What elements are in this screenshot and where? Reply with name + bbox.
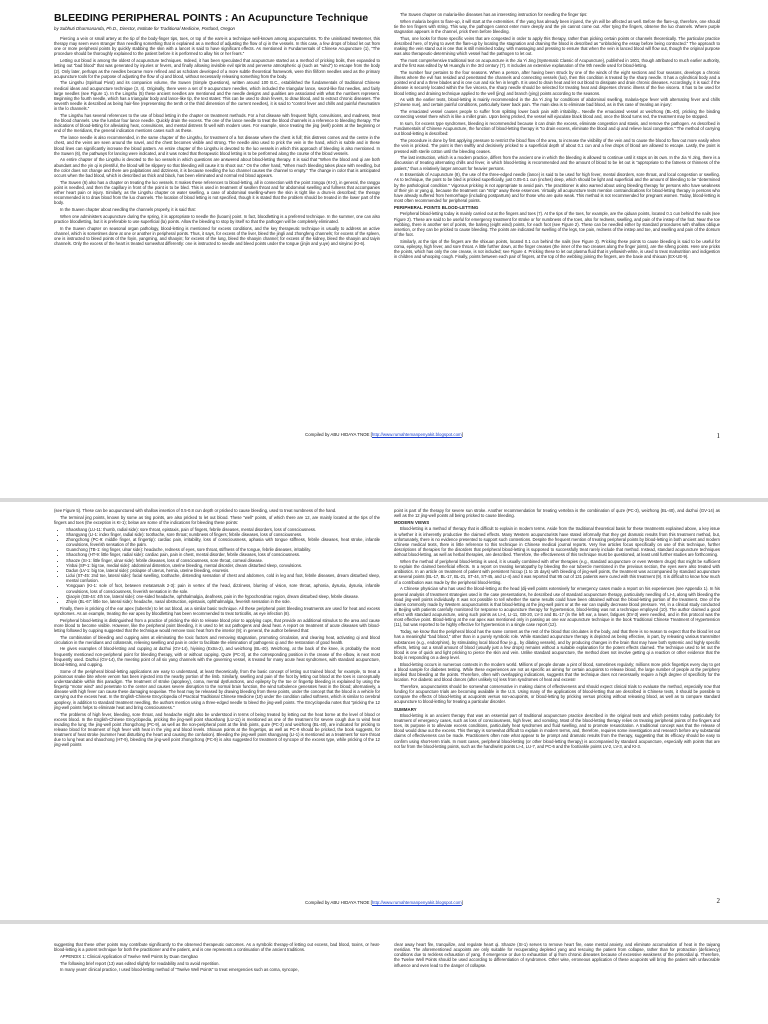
paragraph: Similarly, at the tips of the fingers are the shixuan points, located 0.1 cun behind the nails (see Figure 3). Pricking these points to cause bleeding is said to be useful for coma, epilepsy, high fever, and sore throat. A little further down, at the finger creases (the inner of the two creases along the finger joints), are the sifeng points. Here one pricks the points, which has only the one crease, is not included; see Figure 4. Pricking these to let out plasma fluid that is yellowish-white, is used to treat malnutrition and indigestion in children and whooping cough. Finally, points between each pair of fingers, at the top of the webbing joining the fingers, are the baxie and shixuan (EX-UE-9). [394, 238, 720, 260]
page3-left-column [54, 942, 380, 1022]
paragraph: In sum, for excess type syndromes, bleeding is recommended because it can drain the excess, eliminate congestion and stasis, and remove the pathogen. As described in Fundamentals of Chinese Acupuncture, the function of blood-letting therapy is "to drain excess, eliminate the blood and qi and relieve local congestion." The method of carrying out blood-letting is described: [394, 121, 720, 137]
paragraph: An entire chapter of the Lingshu is devoted to the luo vessels in which questions are answered about blood-letting therapy. It is said that "When the blood and qi are both abundant and the yin qi is plentiful, the blood will be slippery so that bleeding will cause it to shoot out." On the other hand, "When much bleeding takes place with needling, but the color does not change and there are palpitations and dizziness, it is because needling the luo channel causes the channel to empty." The change in color that is anticipated occurs when the bad blood, which is described as thick and black, has been eliminated and normal red blood appears. [54, 157, 380, 178]
page-number: 1 [716, 432, 720, 440]
page1-right-column [394, 12, 720, 418]
paragraph: Thus, one looks for those specific veins that are congested in order to apply this therapy, rather than picking certain points or channels theoretically. The particular practice described here, of trying to avert the flare-up by locating the stagnation and draining the blood is described as "unblocking the essay before being contracted." The approach to making the vein stand out is one that is still mimicked today, with massaging and pressing to ensure that when the vein is lanced blood will flow out, though the original purpose was also therapeutic-determining which vessel had the pathogen to let out. [394, 35, 720, 57]
paragraph: Letting out blood is among the oldest of acupuncture techniques. Indeed, it has been speculated that acupuncture started as a method of pricking boils, then expanded to letting out "bad blood" that was generated by injuries or fevers, and finally allowing invisible evil spirits and perverse atmospheric qi (such as "wind") to escape from the body (2). Only later, perhaps as the needles became more refined and as scholars developed of a more subtle theoretical framework, were thin filiform needles used as the primary acupuncture tools for the purpose of adjusting the flow of qi and blood, without necessarily releasing something from the body. [54, 58, 380, 79]
page-number: 2 [716, 897, 720, 905]
list-item: • Zhongchong (PC-9: middle finger, at fingertip): cardiac pain, irritability, loss of consciousness, aphasia with tongue stiffness, febrile diseases, heat stroke, infantile convulsions, feverish sensation of the palm. [66, 537, 380, 547]
section-heading: SUMMARY [394, 706, 417, 712]
paragraph: Finally, there is pricking of the ear apex (tubercle) to let out blood, as a similar basic technique. All these peripheral point bleeding treatments are used for heat and excess syndromes. As an example, treating the ear apex by bloodletting has been recommended to treat torticollis, as eye infection (8). [54, 605, 380, 616]
paragraph: point is part of the therapy for severe sun stroke. Another recommendation for treating vertebra is the combination of quze (PC-3), weizhong (BL-40), and dazhui (GV-14) as well as the 12 jing-well points all being pricked to cause bleeding. [394, 508, 720, 519]
list-item: • Shaoshang (LU-11: thumb, radial side): sore throat, epistaxis, pain of fingers, febrile diseases, mental disorders, loss of consciousness. [66, 527, 380, 532]
paragraph: The lance needle is also recommended, in the same chapter of the Lingshu, for treatment of a hot disease where the chest is full; this distress comes and the centre in the chest, and the veins are seen around the navel, and the chest becomes visible and strong. The needle also used to prick the vein in the hand, which is subtle and in these blood lines can significantly increase the blood pattern. An entire chapter of the Lingshu is devoted to the luo vessels in which this approach of bleeding is also mentioned. In the Suwen (6), the pathways for lancing were indicated, and it was noted that therapeutic blood letting is to be performed along the course of the blood vessels. [54, 135, 380, 156]
paragraph: A Chinese physician who has used the blood-letting at the head (dij-well points extensively for emergency cases made a report on his experiences (see Appendix 1). In his general analysis of treatment strategies used in the case presentations, he described use of standard acupuncture therapy, particularly needling of LI-4, along with bleeding the head jing-well points individually. It was not possible to tell whether the same results could have been obtained without the blood-letting portion of the treatment. One of the claims commonly made by Western acupuncturists is that blood-letting at the jing-well point or at the ear can rapidly decrease blood pressure. Yet, in a clinical study conducted in Beijing with patients carefully monitored for response to acupuncture therapy for hypertension, blood-letting was not a technique employed (10). The author claimed a good effect with standard acupuncture, using such points as LI-4, LI-11, GB-20, LV-3 and BL-17 (in the left ear, a lower, fatigues (EV-3) were needled, and in this protocol was the most effective point. Blood-letting at the ear apex was mentioned only in passing as one ear acupuncture technique in the book Traditional Chinese Treatment of Hypertension (11), but was reported to be highly effective for hypertension in a single case report (12). [394, 586, 720, 628]
blog-link[interactable]: http://www.rumahtemanpenyakit.blogspot.com [371, 900, 462, 905]
compiled-by-footer: Compiled by ABU HIDAYA TNOE [http://www.rumahtemanpenyakit.blogspot.com] [305, 900, 463, 905]
paragraph: Piercing a vein or small artery at the tip of the body-finger tips, toes, or top of the ears-is a technique well-known among acupuncturists. To the uninitiated Westerner, this therapy may seem even stranger than needling something that is explained as a method of adjusting the flow of qi in the vessels. In this case, a few drops of blood let out from one or more peripheral points by quickly stabbing the skin with a lancet is said to have significant effects. As mentioned in Fundamentals of Chinese Acupuncture (1), "The procedure should be thoroughly explained to the patient before it is performed to allay his or her fears." [54, 36, 380, 57]
paragraph: The Suwen (6) also has a chapter on treating the luo vessels. It makes these references to blood-letting, all in connection with the point zongqu (KI-2), in general, the ranggu point is needled, and then the capillary in front of the point is to be bled. This is used in treatment of swollen throat and for abdominal swelling and fullness that accompanies either heart pain or injury. Similarly, as the Lingshu chapter on water swelling, a case of abdominal swelling-where the skin is tight like a drum-is described; the therapy recommended is to draw blood from the luo channels. The location of blood letting is not specified, though it is stated that the problem should be treated in the lower part of the body. [54, 179, 380, 206]
paragraph: When the method of peripheral blood-letting is used, it is usually combined with other therapies (e.g., standard acupuncture or even Western drugs) that might be sufficient to explain the claimed beneficial effects. In a report on treating keratopathy by bleeding the ear tubercle mentioned in the previous section, the eyes were also treated with antibiotics. In an article on treatment of patient with persistent hiccup (1 to 15 days) with bleeding of jing-well points, the treatment was accompanied by standard acupuncture at several points (BL-17, BL-17, BL-21, ST-44, ST-45, and LI-4) and it was reported that 95 out of 131 patients were cured with this treatment (9). It is difficult to know how much of a contribution was made by the peripheral blood-letting. [394, 559, 720, 585]
compiled-by-footer: Compiled by ABU HIDAYA TNOE [http://www.rumahtemanpenyakit.blogspot.com] [305, 432, 463, 437]
paragraph: Blood-letting is an ancient therapy that was an essential part of traditional acupuncture practice described in the original texts and which persists today, particularly for treatment of emergency cases, such as loss of consciousness, high fever, and vomiting. Most of the blood-letting therapy relies on treating peripheral points of the fingers and toes, its purpose is to alleviate excess conditions, particularly heat syndromes and fluid swelling, and to promote resuscitation. A traditional concept was that the release of blood would draw out the excess. This therapy is somewhat difficult to explain in modern terms, and, therefore, requires some investigation and research before any substantial claims of effectiveness can be made. Practitioners often note what appear to be prompt and dramatic results from the therapy, suggesting that its efficacy should be easy to confirm using short-term trials. In most cases, peripheral blood-letting (or other blood-letting therapy) is accompanied by standard acupuncture, especially with points that are not far from the blood-letting points, such as the hand/wrist points LI-4, LU-7, and PC-6 and the foot/ankle points LV-2, LV-3, and KI-3. [394, 712, 720, 749]
paragraph: Blood-letting occurs in numerous contexts in the modern world. Millions of people donate a pint of blood, sometimes regularly; millions more prick fingertips every day to get a blood sample for diabetes testing. While these experiences are not as specific as aiming for certain acupoints to release blood, the large number of people at the periphery implied that bleeding at the points. Therefore, often with overlapping indications, suggests that the technique does not necessarily require a high degree of specificity for the location. For diabetic and blood donors (after unlikely to) less from syndromes of heat and excess! [394, 661, 720, 683]
list-item: • Dadun (LV-1: big toe, lateral side): prolapse of uterus, hernia, uterine bleeding, enuresis. [66, 568, 380, 573]
paragraph: In the Suwen chapter about needling the channels properly, it is said that: [60, 207, 196, 212]
paragraph: As with the earlier texts, blood-letting is mainly recommended in the Jia Yi Jing for conditions of abdominal swelling, malaria-type fever with alternating fever and chills (Chinese nue), and certain painful conditions, particularly lower back pain. The main idea is to eliminate bad blood, as in this case of treating an injury: [394, 97, 720, 108]
jing-points-list [54, 527, 380, 604]
paragraph: The problems of high fever, bleeding, sore throat, and headache might also be understood in terms of being treated by letting out the heat borne at the level of blood or excess blood. In the English-Chinese Encyclopedia, pricking the jing-well point shaoshang (LU-11) is mentioned as one of the treatment for severe cough due to wind heat invading the lung; the jing-well point zhongchong (PC-9), as well as the non-peripheral point at the limb joints, quze (PC-3) and weizhong (BL-40), are indicated for pricking to release blood for treatment of high fever with heat in the ying and blood levels. Shixuan points at the fingertips, as well as PC-9 should be pricked, the book suggests, for treatment of heat stroke (summer heat disturbing the heart and causing the confusion). Bleeding the jing-well point shangyang (LI-1) is mentioned as a treatment for sore throat due to lung heat and shaochong (HT-9), bleeding the jing-well point zhongchong (PC-9) is also suggested for treatment of syncope of the excess type, while pricking of the 12 jing-well points [54, 711, 380, 748]
paragraph: The terminal jing points, known by some as ting points, are also pricked to let out blood. These "well" points, of which there are 12, are mainly located at the tips of the fingers and toes (the exception is KI-1); below are some of the indications for bleeding these points: [54, 514, 380, 525]
paragraph: (see Figure 5). These can be acupunctured with shallow insertion of 0.5-0.8 cun depth or pricked to cause bleeding, used to treat numbness of the hand. [54, 508, 337, 513]
block-quote: The combination of bleeding and cupping aims at eliminating the toxic factors and removing stagnation, promoting circulation, and clearing heat, activating qi and blood circulation in the meridians and collaterals, relieving swelling and pain in order to facilitate the elimination of pathogenic qi and the restoration of good health. [54, 634, 380, 645]
section-heading: MODERN VIEWS [394, 520, 430, 526]
block-quote: When one administers acupuncture during the spring, it is appropriate to needle the (luoam) point. In fact, bloodletting is a preferred technique. In the summer, one can also practice bloodletting, but it is preferable to use superficial (la) points. Allow the bleeding to stop by itself so that the pathogen will be completely eliminated. [54, 213, 380, 224]
paragraph: The following brief report (13) was edited slightly for readability and to avoid repetition. [60, 960, 220, 966]
paragraph: Blood-letting is a method of therapy that is difficult to explain in modern terms. Aside from the traditional theoretical basis for these treatments explained above, a key issue is whether it is inherently productive the claimed effects. Many Western acupuncturists have stated informally that they get dramatic results from this treatment method, but, unfortunately, there is no evidence presented to support such contentions. Despite the frequent mention of treating peripheral points by blood-letting in both ancient and modern Chinese medical texts, there is little reference to this technique in Chinese medical journal reports. Very few articles focus specifically on use of this technique, further descriptions of therapies for the disorders that peripheral blood-letting is supposed to successfully treat rarely include that method. Instead, standard acupuncture techniques without blood-letting, as well as herbal therapies, are described. Therefore, the effectiveness of this technique must be questioned, at least until further studies are forthcoming. [394, 526, 720, 558]
list-item: • Zhiyin (BL-67: little toe, lateral side): headache, nasal obstruction, epistaxis, ophthalmalgia, feverish sensation in the sole. [66, 599, 380, 604]
blog-link[interactable]: http://www.rumahtemanpenyakit.blogspot.com [371, 432, 462, 437]
paragraph: The last instruction, which is a modern practice, differs from the ancient one in which the bleeding is allowed to continue until it stops on its own. In the Jia Yi Jing, there is a discussion of treating alternating chills and fever, in which blood-letting is recommended and the amount of blood to be let out is "appropriate to the fatness or thinness of the patient," thus a relatively larger amount for heavier persons. [394, 155, 720, 171]
document-page-3 [0, 924, 768, 1024]
paragraph: He gives examples of blood-letting and cupping at dazhui (GV-14), hiyining (Extra-2), and weizhong (BL-40). Weizhong, at the back of the knee, is probably the most frequently mentioned non-peripheral point for bleeding therapy, with or without cupping. Quze (PC-3), at the corresponding position in the crease of the elbow, is next most frequently used. Dazhui (GV-14), the meeting point of all six yang channels with the governing vessel, is treated for many acute heat syndromes, with standard acupuncture, blood-letting, and cupping. [54, 646, 380, 667]
list-item: • Guanchong (TB-1: ring finger, ulnar side): headache, redness of eyes, sore throat, stiffness of the tongue, febrile diseases, irritability. [66, 547, 380, 552]
paragraph: The Lingshu has several references to the use of blood letting in the chapter on treatment methods. For a hot disease with frequent fright, convulsions, and madness, treat the blood channels. Use the lumbar four lance needle. Quickly drain the excess. The one of the lance needle to treat the blood channels is a reference to bleeding therapy. The indications of blood-letting for alleviating heat, convulsions, and mental distress fit well with modern uses. For example, since treating the jing (well) points at the beginning or end of the meridians, the general indication mentions cases such as these. [54, 112, 380, 134]
page2-left-column [54, 508, 380, 860]
list-item: • Shaoze (SI-1: little finger, ulnar side): febrile diseases, loss of consciousness, sore throat, corneal disease. [66, 558, 380, 563]
block-quote: The number four pertains to the four seasons. When a person, after having been struck by one of the winds of the eight sections and four seasons, develops a chronic illness where the evil has resided and penetrated the channels and connecting vessels (luo), then this condition is treated by the sharp needle. It has a cylindrical body and a pointed end and a three blades and is one cun and six fen in length. It is used to drain heat and let out blood to dissipate and drain chronic diseases. Accordingly, it is said: if the disease is securely located within the five viscera, the sharp needle should be selected for treating heat and disperses chronic illness of the five viscera. It has to be used for blood letting and draining technique applied to the well (jing) and branch (ying) points according to the seasons. [394, 69, 720, 96]
author-byline: by Subhuti Dharmananda, Ph.D., Director, Institute for Traditional Medicine, Portland, Oregon [54, 26, 236, 31]
document-page-2 [0, 502, 768, 920]
paragraph: In Essentials of Acupuncture (8), the use of the three-edged needle (lance) is said to be used for high fever, mental disorders, sore throat, and local congestion or swelling. As to technique, the point to be bled is pricked superficially, just 0.05-0.1 cun (inches) deep, which should be light and superficial and the amount of bleeding to be "determined by the pathological condition." Vigorous pricking is not appropriate to avoid pain. The practitioner is also warned about using bleeding therapy for persons who have weakness of their yin or yang qi, because the treatment can "strip" away these essences. Virtually all acupuncture texts mention contraindications for blood-letting therapy in persons who have already suffered from hemorrhage (including postpartum) and for those who are quite weak. This method is not recommended for pregnant women. Today, blood-letting is most often recommended for peripheral points. [394, 172, 720, 204]
paragraph: The Suwen chapter on malaria-like diseases has an interesting instruction for needling the finger tips: [400, 12, 588, 17]
page1-left-column [54, 36, 380, 424]
paragraph: Today, we know that the peripheral blood has the same content as the rest of the blood that circulates in the body, and that there is no reason to expect that the blood let out has a meaningful "bad blood," other than in a purely symbolic role. While standard acupuncture therapy is depicted as being effective, in part, by releasing various transmitter substances (e.g., endorphins), by stimulating local blood flow (e.g., by dilating vessels), and by producing changes in the brain that may have both systemic and highly specific effects, letting out a small amount of blood (usually just a few drops) remains without a suitable explanation for the potent effects claimed. The technique used to let out the blood is one of quick and light pricking to pierce the skin and vein. Unlike standard acupuncture, the method does not involve getting qi a reaction or other evidence that the body is responding on a deep level. [394, 629, 720, 660]
list-item: • Yinbai (SP-1: big toe, medial side): abdominal distention, uterine bleeding, mental disorder, dream disturbed sleep, convulsions. [66, 563, 380, 568]
paragraph: Therefore, acupuncturists should be somewhat conservative in making claims of effectiveness and should expect clinical trials to evaluate the method, especially now that funding for acupuncture trials are becoming available in the U.S. Using many of the applications of blood-letting that are described in Chinese texts, it should be possible to compare the effects of blood-letting at acupoints versus non-acupoints, or blood-letting by pricking versus pricking without releasing blood, as well as to compare standard acupuncture to blood-letting for treating a particular disorder. [394, 683, 720, 705]
paragraph: clear away heart fire, tranquilize, and regulate heart qi. Shaoze (SI-1) serves to remove heart fire, ease mental anxiety, and eliminate accumulation of heat in the taiyang meridian. The aforementioned acupoints are only suitable for recuperating depleted yang and rescuing the patient from collapse, rather than for protraction (deficiency) conditions due to reckless exhaustion of yang. If emergence or due to exhaustion of qi from chronic diseases because of excessive weakness of the primordial qi. Therefore, the Twelve Well Points should be used according to differentiation of syndromes. Other wise, erroneous application of these acupoints will bring the patient with unfavorable influence and even lead to the danger of collapse. [394, 942, 720, 968]
list-item: • Shangyang (LI-1: index finger, radial side): toothache, sore throat; numbness of fingers; febrile diseases, loss of consciousness. [66, 532, 380, 537]
appendix-heading: APPENDIX 1: Clinical Application of Twelve Well Points by Duan Gengbao [60, 953, 198, 959]
list-item: • Lidui (ST-45: 2nd toe, lateral side): facial swelling, toothache, distending sensation of chest and abdomen, cold in leg and foot, febrile diseases, dream disturbed sleep, mental confusion. [66, 573, 380, 583]
document-title: BLEEDING PERIPHERAL POINTS : An Acupuncture Technique [54, 12, 369, 24]
section-heading: PERIPHERAL POINTS BLOOD-LETTING [394, 205, 479, 211]
list-item: • Qiaoyin (GB-44: 4th toe, lateral side): one-sided headache, ophthalmalgia, deafness, pain in the hypochondriac region, dream disturbed sleep, febrile disease. [66, 594, 380, 599]
block-quote: The emaciated vessel causes people to suffer from splitting lower back pain with irritability... Needle the emaciated vessel at weizhong (BL-40), pricking the binding connecting vessel there which is like a millet grain. Upon being pricked, the vessel will ejaculate black blood and, once the blood turns red, the treatment may be stopped. [394, 109, 720, 120]
paragraph: Some of the peripheral blood-letting applications are easy to understand, at least theoretically, from the basic concept of letting out trained blood; for example, to treat a poisonous snake bite where venom has been injected into the nearby portion of the limb. Similarly, swelling and pain of the foot by letting out blood at the toes is conceptually understandable within this paradigm. The treatment of stroke (apoplexy), coma, mental dysfunctions, and epilepsy by the toe or fingertip bleeding is explained by using the fingertip "motor wind" and penetrate to the center and causes severe disruption to the normal brain function, the wind turbulence generates heat in the blood; alternatively, a disease with high fever can cause these damaging sequelae. The heat may be released by drawing bleeding from these points, under the concept that the blood is a vehicle for carrying out the excess heat. In the English-Chinese Encyclopedia of Practical Traditional Chinese Medicine (10) under the condition called softness, which is similar to cerebral apoplexy, in addition to standard treatment needling, the authors mention using a three-edged needle to bleed the jing-well points. The Encyclopedia notes that "pricking the 12 jing-well points helps to eliminate heat and bring consciousness." [54, 668, 380, 710]
paragraph: The most comprehensive traditional text on acupuncture is the Jia Yi Jing (Systematic Classic of Acupuncture), published in 1601, though attributed to much earlier authority, and the first was edited by Mi Huangfu in the 3rd century (7). It includes an extensive explanation of the 9th needle used for blood-letting. [394, 58, 720, 69]
paragraph: suggesting that these other points may contribute significantly to the observed therapeutic outcomes. As a symbolic therapy-of letting out excess, bad blood, toxins, or heat-blood-letting is a potent technique for both the practitioner and the patient, and is one represents a continuation of the ancient traditions. [54, 942, 380, 953]
paragraph: In the Suwen chapter on seasonal organ pathology, blood-letting is mentioned for excess conditions, and the key therapeutic technique is usually to address an active channel, which is sometimes done at one or another in peripheral points. Thus, it says, for excess of the liver, bleed the jingli and zhongfeng channels; for excess of the spleen, one is instructed to bleed points of the foyin, yangming, and shaoyin; for excess of the lung, bleed the shaoyin channel; for excess of the kidney, bleed the shaoyin and taiyin channels. Only the excess of the heart is treated somewhat differently: one is instructed to needle and bleed points under the tongue (jinjin and yuye) and sinyinxi (KI-6). [54, 225, 380, 247]
paragraph: In many years' clinical practice, I used blood-letting method of "Twelve Well Points" to treat emergencies such as coma, syncope, [60, 967, 299, 973]
list-item: • Shaochong (HT-9: little finger, radial side): cardiac pain, pain in chest, mental disorder, febrile diseases, loss of consciousness. [66, 552, 380, 557]
list-item: • Yongquan (KI-1: sole of foot, between metatarsals 2-3): pain in vertex of the head, dizziness, blurring of vision, sore throat, aphonia, dysuria, dysuria, infantile convulsions, loss of consciousness, feverish sensation in the sole. [66, 583, 380, 593]
document-page-1 [0, 0, 768, 498]
page3-right-column [394, 942, 720, 1022]
block-quote: When malaria begins to flare-up, it will start at the extremities. If the yang has already been injured, the yin will be affected as well. Before the flare-up, therefore, one should tie the ten fingers with string. This way, the pathogen cannot enter more deeply and the yin cannot come out. After tying the fingers, observe the luo channels. Where purple stagnation appears in the channel, prick them before bleeding. [394, 18, 720, 35]
paragraph: The Lingshu (Spiritual Pivot) and its companion volume, the Suwen (Simple Questions), written around 100 B.C., established the fundamentals of traditional Chinese medical ideas and acupuncture technique (3, 4). Originally, there were a set of 9 acupuncture needles, which included the triangular lance, sword-like flat needles, and fairly large needles (see Figure 1). In the Lingshu (5) these ancient needles are mentioned and the needle designs and qualities are associated with what the numbers represent. Beginning the fourth needle, which has a triangular body and lance-like tip, the text states: This can be used to drain fevers, to draw blood, and to extract chronic diseases. The seventh needle is described as being hair-fine (representing the tenth or the third dimension of the current needles), it is said to "control fever and chills and painful rheumatism in the lo channels." [54, 80, 380, 112]
paragraph: Peripheral blood-letting is distinguished from a practice of pricking the skin to release blood prior to applying cups, that provide an additional stimulus to the area and cause more blood to become visible. However, like the peripheral point bleeding, it is used to let out pathogens and dead heat. A report on treatment of acute diseases with blood-letting followed by cupping suggested that the technique would remove toxic heat from the interior (9); in general, the author believed that: [54, 617, 380, 633]
block-quote: The procedure is done by first applying pressure to restrict the blood flow of the area, to increase the visibility of the vein and to cause the blood to flow out more easily when the vein is pricked. The point is then swiftly and decisively pricked to a superficial depth of about 0.1 cun and a few drops of blood are allowed to escape. Lastly, the point is pressed with sterile cotton until the bleeding ceases. [394, 138, 720, 154]
page2-right-column [394, 508, 720, 868]
paragraph: Peripheral blood-letting today is mainly carried out at the fingers and toes (7). At the tips of the toes, for example, are the qiduan points, located 0.1 cun behind the nails (see Figure 2). These are said to be useful for emergency treatment for stroke or for numbness of the toes, also for redness, swelling, and pain of the instep of the foot. Near the toe webbing, there is another set of points, the bafeng (eight wind) points, for each foot (see Figure 2). These can be needled either by standard procedures with shallow oblique insertion, or they can be pricked to cause bleeding. The points are indicated for swelling of the legs, toe pain, redness of the instep and toe, and swelling and pain of the dorsum of the foot. [394, 211, 720, 238]
